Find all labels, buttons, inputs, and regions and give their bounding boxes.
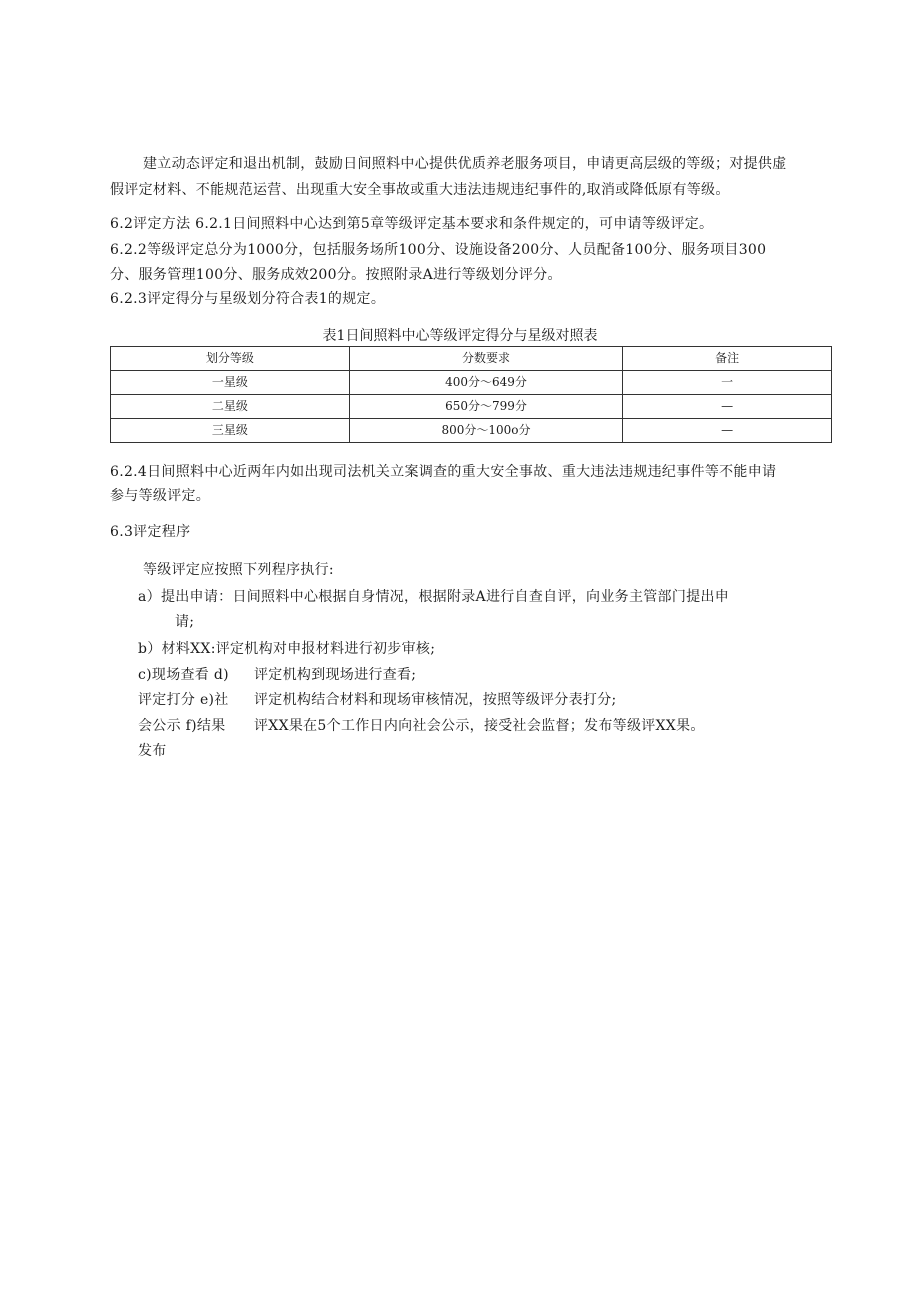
procedure-c-left: c)现场查看 d): [138, 667, 229, 683]
procedure-e-right: 评XX果在5个工作日内向社会公示，接受社会监督；发布等级评XX果。: [254, 718, 705, 734]
intro-line-1: 建立动态评定和退出机制，鼓励日间照料中心提供优质养老服务项目，申请更高层级的等级；对提供虚: [143, 156, 787, 172]
procedure-d-right: 评定机构结合材料和现场审核情况，按照等级评分表打分;: [254, 692, 617, 708]
section-6-2-line-3: 分、服务管理100分、服务成效200分。按照附录A进行等级划分评分。: [110, 267, 562, 283]
procedure-a-line-1: a）提出申请：日间照料中心根据自身情况，根据附录A进行自查自评，向业务主管部门提出申: [138, 589, 730, 605]
table-row: [111, 395, 832, 419]
section-6-2-line-1: 6.2评定方法 6.2.1日间照料中心达到第5章等级评定基本要求和条件规定的，可申请等级评定。: [110, 216, 714, 232]
cell-remark: 一: [623, 371, 832, 395]
section-6-2-4-line-2: 参与等级评定。: [110, 488, 211, 504]
table-row: [111, 371, 832, 395]
procedure-e-left: 会公示 f)结果: [138, 718, 226, 734]
procedure-a-line-2: 请;: [175, 614, 195, 630]
score-table: [110, 346, 832, 443]
cell-grade: 一星级: [111, 371, 350, 395]
section-6-2-line-4: 6.2.3评定得分与星级划分符合表1的规定。: [110, 291, 386, 307]
header-remark: 备注: [623, 347, 832, 371]
cell-remark: —: [623, 395, 832, 419]
cell-score: 650分～799分: [349, 395, 623, 419]
procedure-c-right: 评定机构到现场进行查看;: [254, 667, 417, 683]
cell-score: 800分～100o分: [349, 419, 623, 443]
section-6-2-4-line-1: 6.2.4日间照料中心近两年内如出现司法机关立案调查的重大安全事故、重大违法违规违纪事件等不能申请: [110, 464, 777, 480]
header-grade: 划分等级: [111, 347, 350, 371]
intro-line-2: 假评定材料、不能规范运营、出现重大安全事故或重大违法违规违纪事件的,取消或降低原有等级。: [110, 182, 730, 198]
cell-remark: —: [623, 419, 832, 443]
table-row: [111, 419, 832, 443]
header-score: 分数要求: [349, 347, 623, 371]
procedure-b: b）材料XX:评定机构对申报材料进行初步审核;: [138, 641, 436, 657]
procedure-f-left: 发布: [138, 743, 167, 759]
table-header-row: [111, 347, 832, 371]
cell-score: 400分～649分: [349, 371, 623, 395]
table-caption: 表1日间照料中心等级评定得分与星级对照表: [322, 328, 598, 344]
section-6-2-line-2: 6.2.2等级评定总分为1000分，包括服务场所100分、设施设备200分、人员配备100分、服务项目300: [110, 242, 767, 258]
procedure-intro: 等级评定应按照下列程序执行:: [143, 562, 334, 578]
procedure-d-left: 评定打分 e)社: [138, 692, 229, 708]
cell-grade: 三星级: [111, 419, 350, 443]
cell-grade: 二星级: [111, 395, 350, 419]
section-6-3-heading: 6.3评定程序: [110, 524, 191, 540]
